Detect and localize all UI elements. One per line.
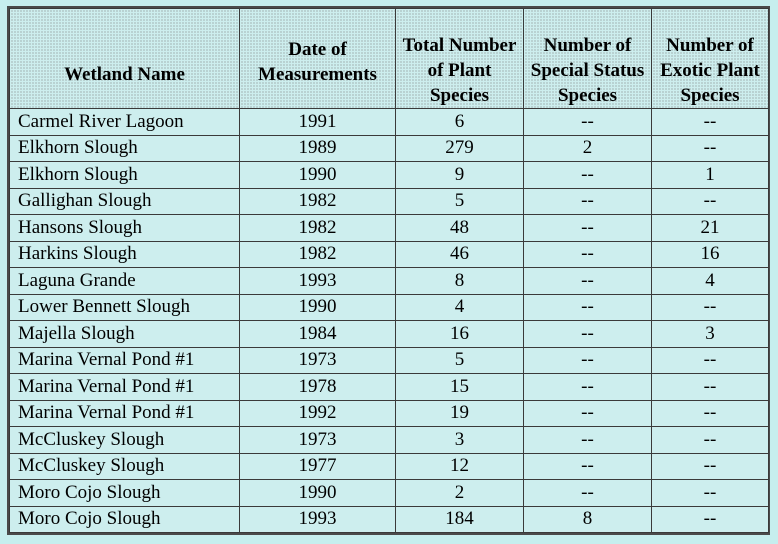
cell-exotic-species: -- (652, 480, 769, 507)
cell-exotic-species: -- (652, 453, 769, 480)
cell-total-species: 6 (396, 109, 524, 136)
table-frame (7, 6, 770, 535)
cell-date: 1993 (240, 506, 396, 533)
cell-wetland-name: Marina Vernal Pond #1 (10, 374, 240, 401)
cell-date: 1991 (240, 109, 396, 136)
cell-exotic-species: -- (652, 400, 769, 427)
cell-special-status: -- (524, 188, 652, 215)
cell-exotic-species: -- (652, 347, 769, 374)
wetland-plant-species-table (9, 8, 769, 533)
cell-date: 1993 (240, 268, 396, 295)
cell-date: 1990 (240, 480, 396, 507)
cell-special-status: -- (524, 347, 652, 374)
cell-special-status: -- (524, 294, 652, 321)
cell-special-status: -- (524, 321, 652, 348)
table-row (10, 188, 769, 215)
cell-exotic-species: 4 (652, 268, 769, 295)
cell-total-species: 5 (396, 188, 524, 215)
table-row (10, 506, 769, 533)
table-row (10, 241, 769, 268)
cell-date: 1973 (240, 347, 396, 374)
header-row (10, 9, 769, 109)
cell-special-status: -- (524, 109, 652, 136)
cell-date: 1992 (240, 400, 396, 427)
table-row (10, 427, 769, 454)
cell-date: 1990 (240, 162, 396, 189)
cell-total-species: 3 (396, 427, 524, 454)
cell-exotic-species: -- (652, 506, 769, 533)
cell-total-species: 2 (396, 480, 524, 507)
cell-wetland-name: McCluskey Slough (10, 427, 240, 454)
cell-total-species: 184 (396, 506, 524, 533)
table-row (10, 374, 769, 401)
cell-total-species: 46 (396, 241, 524, 268)
cell-exotic-species: -- (652, 374, 769, 401)
header-date-of-measurements: Date of Measurements (240, 9, 396, 109)
cell-total-species: 19 (396, 400, 524, 427)
cell-special-status: 2 (524, 135, 652, 162)
table-row (10, 480, 769, 507)
table-row (10, 109, 769, 136)
cell-wetland-name: Majella Slough (10, 321, 240, 348)
cell-special-status: -- (524, 268, 652, 295)
cell-exotic-species: 21 (652, 215, 769, 242)
cell-exotic-species: -- (652, 427, 769, 454)
table-row (10, 268, 769, 295)
table-row (10, 453, 769, 480)
cell-special-status: -- (524, 427, 652, 454)
cell-date: 1978 (240, 374, 396, 401)
cell-total-species: 12 (396, 453, 524, 480)
cell-special-status: -- (524, 400, 652, 427)
header-total-plant-species: Total Number of Plant Species (396, 9, 524, 109)
cell-wetland-name: Carmel River Lagoon (10, 109, 240, 136)
cell-wetland-name: Moro Cojo Slough (10, 506, 240, 533)
cell-special-status: 8 (524, 506, 652, 533)
cell-special-status: -- (524, 374, 652, 401)
cell-date: 1973 (240, 427, 396, 454)
cell-special-status: -- (524, 453, 652, 480)
cell-total-species: 5 (396, 347, 524, 374)
cell-total-species: 4 (396, 294, 524, 321)
cell-wetland-name: Moro Cojo Slough (10, 480, 240, 507)
cell-special-status: -- (524, 480, 652, 507)
cell-wetland-name: Laguna Grande (10, 268, 240, 295)
cell-wetland-name: Lower Bennett Slough (10, 294, 240, 321)
cell-special-status: -- (524, 162, 652, 189)
cell-wetland-name: Harkins Slough (10, 241, 240, 268)
table-row (10, 294, 769, 321)
cell-total-species: 9 (396, 162, 524, 189)
cell-date: 1982 (240, 215, 396, 242)
cell-wetland-name: Marina Vernal Pond #1 (10, 400, 240, 427)
cell-wetland-name: Marina Vernal Pond #1 (10, 347, 240, 374)
cell-exotic-species: 3 (652, 321, 769, 348)
table-row (10, 135, 769, 162)
cell-special-status: -- (524, 215, 652, 242)
cell-wetland-name: Gallighan Slough (10, 188, 240, 215)
header-exotic-plant-species: Number of Exotic Plant Species (652, 9, 769, 109)
cell-date: 1989 (240, 135, 396, 162)
cell-exotic-species: -- (652, 135, 769, 162)
cell-wetland-name: McCluskey Slough (10, 453, 240, 480)
table-row (10, 162, 769, 189)
cell-exotic-species: -- (652, 188, 769, 215)
cell-special-status: -- (524, 241, 652, 268)
cell-date: 1990 (240, 294, 396, 321)
table-row (10, 215, 769, 242)
cell-exotic-species: -- (652, 294, 769, 321)
cell-wetland-name: Elkhorn Slough (10, 162, 240, 189)
table-row (10, 400, 769, 427)
table-row (10, 347, 769, 374)
cell-date: 1984 (240, 321, 396, 348)
cell-date: 1982 (240, 241, 396, 268)
cell-date: 1977 (240, 453, 396, 480)
cell-exotic-species: -- (652, 109, 769, 136)
cell-date: 1982 (240, 188, 396, 215)
cell-total-species: 16 (396, 321, 524, 348)
table-row (10, 321, 769, 348)
cell-wetland-name: Elkhorn Slough (10, 135, 240, 162)
header-wetland-name: Wetland Name (10, 9, 240, 109)
cell-total-species: 48 (396, 215, 524, 242)
cell-exotic-species: 16 (652, 241, 769, 268)
cell-total-species: 279 (396, 135, 524, 162)
header-special-status-species: Number of Special Status Species (524, 9, 652, 109)
cell-wetland-name: Hansons Slough (10, 215, 240, 242)
cell-exotic-species: 1 (652, 162, 769, 189)
cell-total-species: 8 (396, 268, 524, 295)
cell-total-species: 15 (396, 374, 524, 401)
